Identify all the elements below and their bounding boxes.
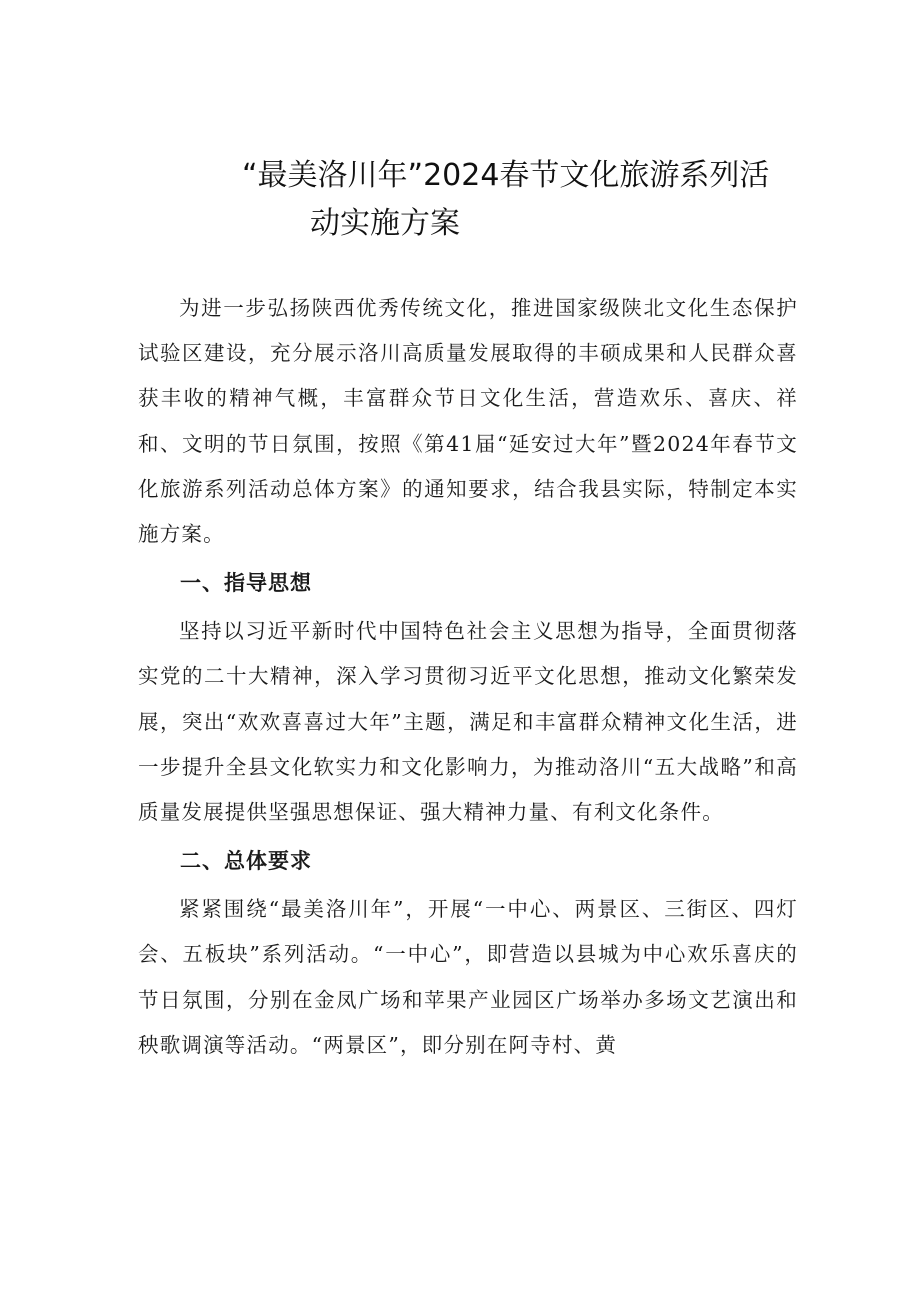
- title-line-1: “最美洛川年”2024春节文化旅游系列活: [242, 158, 770, 193]
- section-heading-guiding-ideology: 一、指导思想: [180, 571, 312, 596]
- guiding-ideology-paragraph: 坚持以习近平新时代中国特色社会主义思想为指导，全面贯彻落实党的二十大精神，深入学习贯彻习近平文化思想，推动文化繁荣发展，突出“欢欢喜喜过大年”主题，满足和丰富群众精神文化生活，进一步提升全县文化软实力和文化影响力，为推动洛川“五大战略”和高质量发展提供坚强思想保证、强大精神力量、有利文化条件。: [138, 619, 798, 825]
- title-line-2: 动实施方案: [310, 206, 460, 241]
- document-title: [140, 152, 800, 248]
- document-body: [138, 286, 798, 1068]
- overall-requirements-paragraph: 紧紧围绕“最美洛川年”，开展“一中心、两景区、三街区、四灯会、五板块”系列活动。“一中心”，即营造以县城为中心欢乐喜庆的节日氛围，分别在金凤广场和苹果产业园区广场举办多场文艺演出和秧歌调演等活动。“两景区”，即分别在阿寺村、黄: [138, 897, 798, 1057]
- intro-paragraph: 为进一步弘扬陕西优秀传统文化，推进国家级陕北文化生态保护试验区建设，充分展示洛川高质量发展取得的丰硕成果和人民群众喜获丰收的精神气概，丰富群众节日文化生活，营造欢乐、喜庆、祥和、文明的节日氛围，按照《第41届“延安过大年”暨2024年春节文化旅游系列活动总体方案》的通知要求，结合我县实际，特制定本实施方案。: [138, 296, 798, 547]
- section-heading-overall-requirements: 二、总体要求: [180, 849, 312, 874]
